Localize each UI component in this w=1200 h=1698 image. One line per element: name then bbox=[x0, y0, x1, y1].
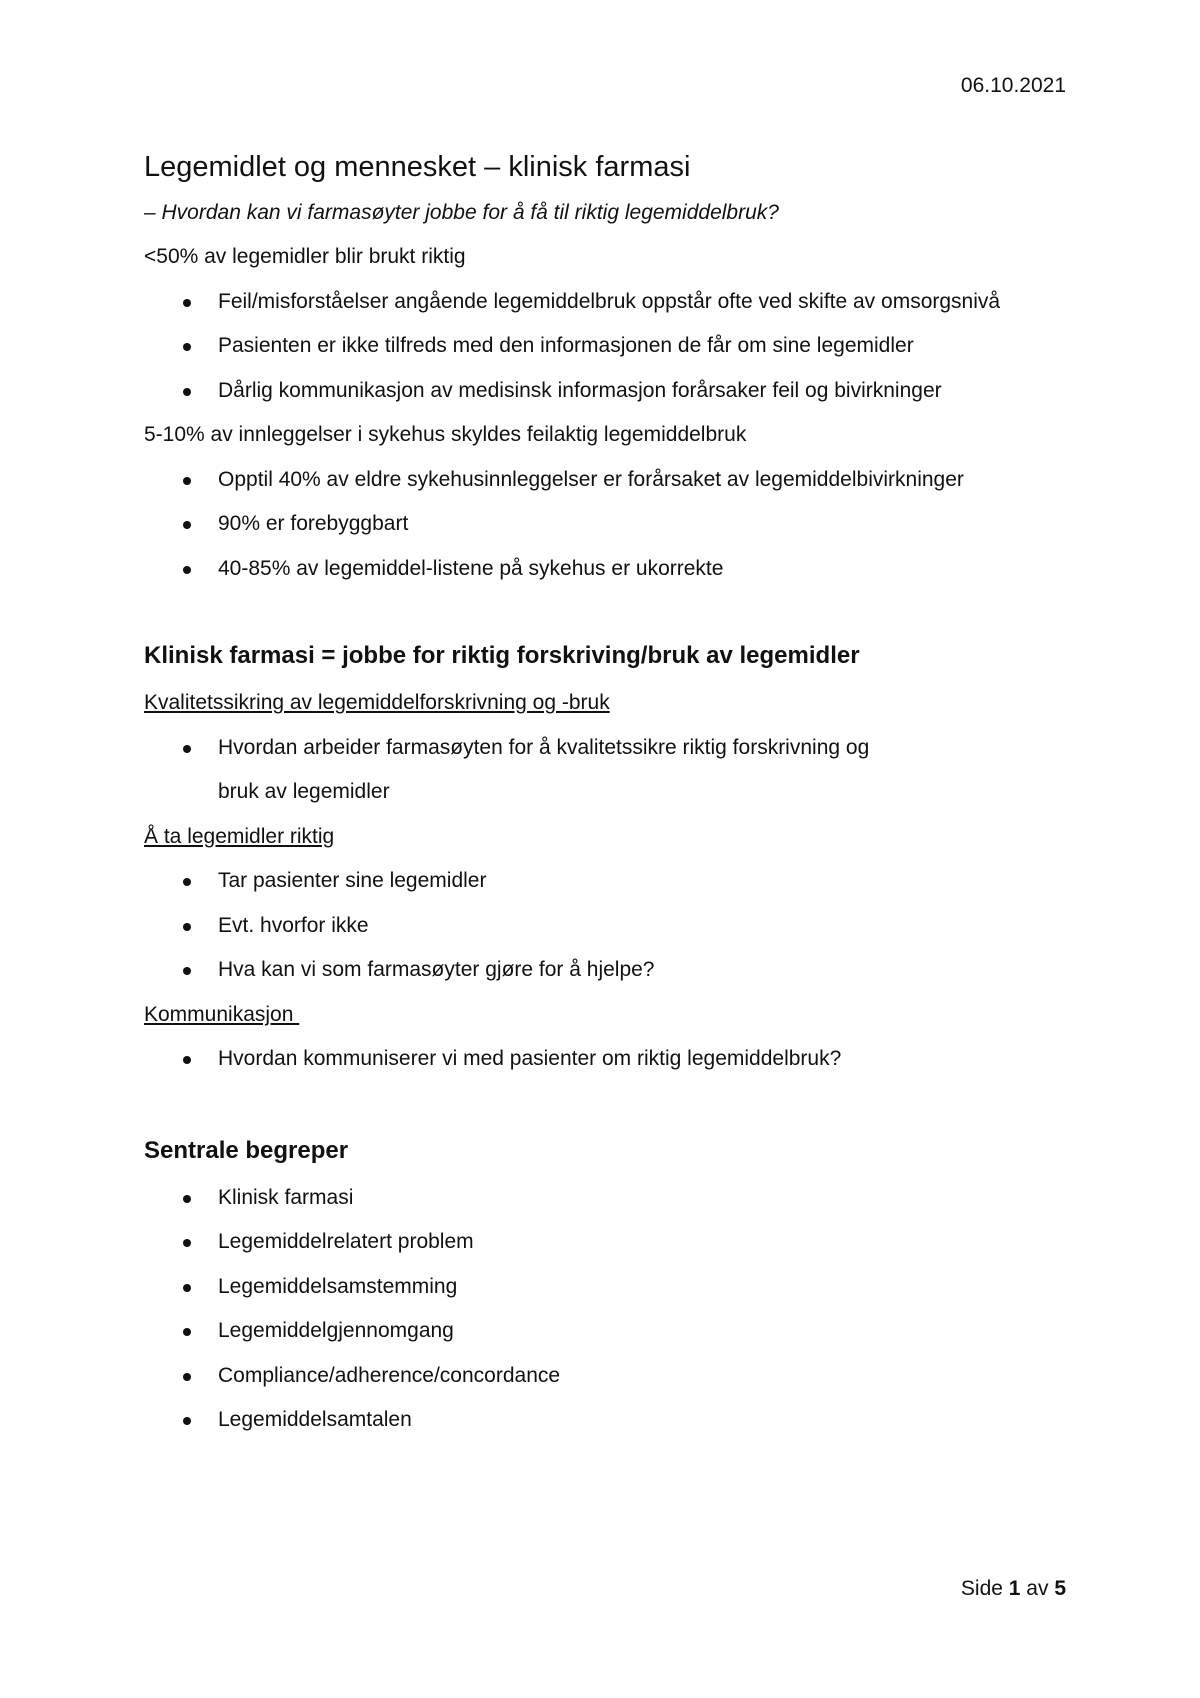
section-heading-klinisk-farmasi: Klinisk farmasi = jobbe for riktig forskriving/bruk av legemidler bbox=[144, 642, 860, 669]
sentrale-begreper-list bbox=[144, 1176, 1064, 1443]
document-subtitle: – Hvordan kan vi farmasøyter jobbe for å få til riktig legemiddelbruk? bbox=[144, 201, 779, 224]
list-item: 90% er forebyggbart bbox=[144, 502, 1064, 547]
document-body bbox=[144, 145, 1064, 1443]
list-item: Legemiddelsamstemming bbox=[144, 1265, 1064, 1310]
bullet-icon bbox=[183, 878, 191, 886]
bullet-icon bbox=[183, 1239, 191, 1247]
bullet-icon bbox=[183, 521, 191, 529]
total-pages: 5 bbox=[1054, 1577, 1066, 1600]
bullet-icon bbox=[183, 299, 191, 307]
list-item: Compliance/adherence/concordance bbox=[144, 1354, 1064, 1399]
list-item: Dårlig kommunikasjon av medisinsk informasjon forårsaker feil og bivirkninger bbox=[144, 369, 1064, 414]
list-item: Hva kan vi som farmasøyter gjøre for å hjelpe? bbox=[144, 948, 1064, 993]
list-item: Legemiddelrelatert problem bbox=[144, 1220, 1064, 1265]
bullet-icon bbox=[183, 1417, 191, 1425]
bullet-icon bbox=[183, 1373, 191, 1381]
ta-legemidler-list bbox=[144, 859, 1064, 993]
list-item: Pasienten er ikke tilfreds med den informasjonen de får om sine legemidler bbox=[144, 324, 1064, 369]
kommunikasjon-list bbox=[144, 1037, 1064, 1082]
bullet-icon bbox=[183, 1195, 191, 1203]
current-page: 1 bbox=[1008, 1577, 1021, 1600]
bullet-icon bbox=[183, 477, 191, 485]
list-item: Hvordan arbeider farmasøyten for å kvalitetssikre riktig forskrivning og bruk av legemidler bbox=[144, 726, 1064, 815]
bullet-icon bbox=[183, 1284, 191, 1292]
list-item: Legemiddelgjennomgang bbox=[144, 1309, 1064, 1354]
intro-point-2: 5-10% av innleggelser i sykehus skyldes feilaktig legemiddelbruk bbox=[144, 423, 747, 446]
list-item: Opptil 40% av eldre sykehusinnleggelser er forårsaket av legemiddelbivirkninger bbox=[144, 458, 1064, 503]
bullet-icon bbox=[183, 923, 191, 931]
subheading-kvalitetssikring: Kvalitetssikring av legemiddelforskrivning og -bruk bbox=[144, 691, 610, 714]
bullet-icon bbox=[183, 566, 191, 574]
subheading-ta-legemidler: Å ta legemidler riktig bbox=[144, 824, 335, 848]
page-number: Side 1 av 5 bbox=[960, 1577, 1066, 1600]
bullet-icon bbox=[183, 388, 191, 396]
bullet-icon bbox=[183, 1056, 191, 1064]
header-date: 06.10.2021 bbox=[960, 74, 1066, 97]
list-item: Tar pasienter sine legemidler bbox=[144, 859, 1064, 904]
list-item: Hvordan kommuniserer vi med pasienter om riktig legemiddelbruk? bbox=[144, 1037, 1064, 1082]
list-item: Legemiddelsamtalen bbox=[144, 1398, 1064, 1443]
intro-point-1: <50% av legemidler blir brukt riktig bbox=[144, 245, 466, 268]
kvalitetssikring-list bbox=[144, 726, 1064, 815]
document-title: Legemidlet og mennesket – klinisk farmasi bbox=[144, 151, 691, 183]
intro-point-1-list bbox=[144, 280, 1064, 414]
bullet-icon bbox=[183, 1328, 191, 1336]
list-item: Klinisk farmasi bbox=[144, 1176, 1064, 1221]
list-item: 40-85% av legemiddel-listene på sykehus er ukorrekte bbox=[144, 547, 1064, 592]
section-heading-sentrale-begreper: Sentrale begreper bbox=[144, 1136, 349, 1164]
list-item: Feil/misforståelser angående legemiddelbruk oppstår ofte ved skifte av omsorgsnivå bbox=[144, 280, 1064, 325]
intro-point-2-list bbox=[144, 458, 1064, 592]
list-item: Evt. hvorfor ikke bbox=[144, 904, 1064, 949]
bullet-icon bbox=[183, 343, 191, 351]
bullet-icon bbox=[183, 745, 191, 753]
subheading-kommunikasjon: Kommunikasjon bbox=[144, 1002, 300, 1026]
bullet-icon bbox=[183, 967, 191, 975]
